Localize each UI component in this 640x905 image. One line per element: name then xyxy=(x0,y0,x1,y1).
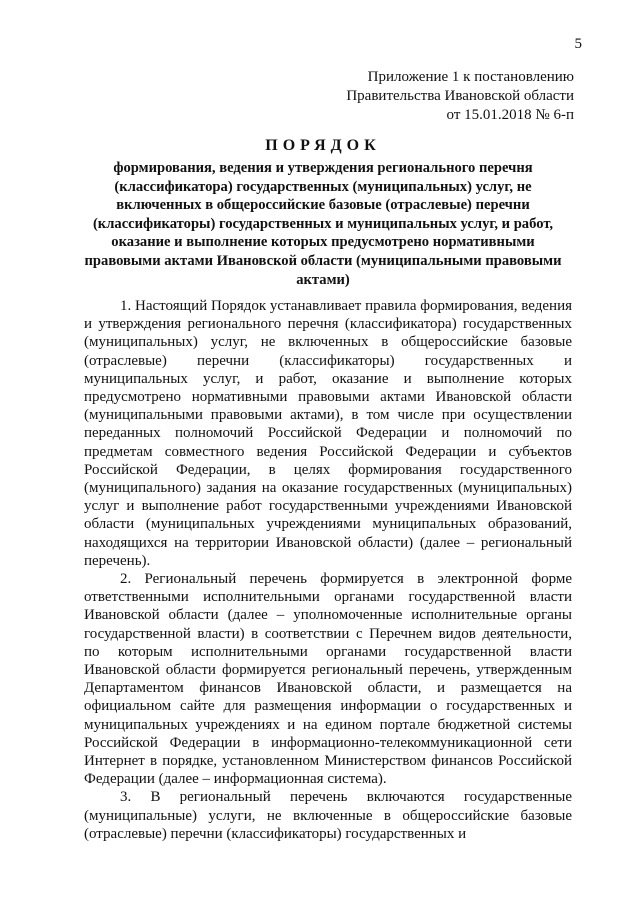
paragraph-1: 1. Настоящий Порядок устанавливает правила формирования, ведения и утверждения регионального перечня (классификатора) государственных (муниципальных) услуг, не включенных в общероссийские базовые (отраслевые) перечни (классификаторы) государственных и муниципальных услуг, и работ, оказание и выполнение которых предусмотрено нормативными правовыми актами Ивановской области (муниципальными правовыми актами), в том числе при осуществлении переданных полномочий Российской Федерации и полномочий по предметам совместного ведения Российской Федерации и субъектов Российской Федерации, в целях формирования государственного (муниципального) задания на оказание государственных (муниципальных) услуг и выполнение работ государственными учреждениями Ивановской области (муниципальных учреждениями муниципальных образований, находящихся на территории Ивановской области) (далее – региональный перечень). xyxy=(84,298,572,569)
paragraph-2: 2. Региональный перечень формируется в электронной форме ответственными исполнительными органами государственной власти Ивановской области (далее – уполномоченные исполнительные органы государственной власти) в соответствии с Перечнем видов деятельности, по которым исполнительными органами государственной власти Ивановской области формируется региональный перечень, утвержденным Департаментом финансов Ивановской области, и размещается на официальном сайте для размещения информации о государственных и муниципальных учреждениях и на едином портале бюджетной системы Российской Федерации в информационно-телекоммуникационной сети Интернет в порядке, установленном Министерством финансов Российской Федерации (далее – информационная система). xyxy=(84,571,572,788)
paragraph-3: 3. В региональный перечень включаются государственные (муниципальные) услуги, не включенные в общероссийские базовые (отраслевые) перечни (классификаторы) государственных и xyxy=(84,789,572,842)
page-number: 5 xyxy=(574,36,582,52)
appendix-line-2: Правительства Ивановской области xyxy=(346,88,574,104)
document-title: ПОРЯДОК xyxy=(265,137,381,154)
document-body xyxy=(84,297,572,843)
document-title-block xyxy=(80,135,566,289)
appendix-line-1: Приложение 1 к постановлению xyxy=(367,69,574,85)
document-subtitle: формирования, ведения и утверждения регионального перечня (классификатора) государственных (муниципальных) услуг, не включенных в общероссийские базовые (отраслевые) перечни (классификаторы) государственных и муниципальных услуг, и работ, оказание и выполнение которых предусмотрено нормативными правовыми актами Ивановской области (муниципальными правовыми актами) xyxy=(84,160,562,288)
appendix-line-3: от 15.01.2018 № 6-п xyxy=(446,107,574,123)
appendix-reference xyxy=(346,68,574,125)
